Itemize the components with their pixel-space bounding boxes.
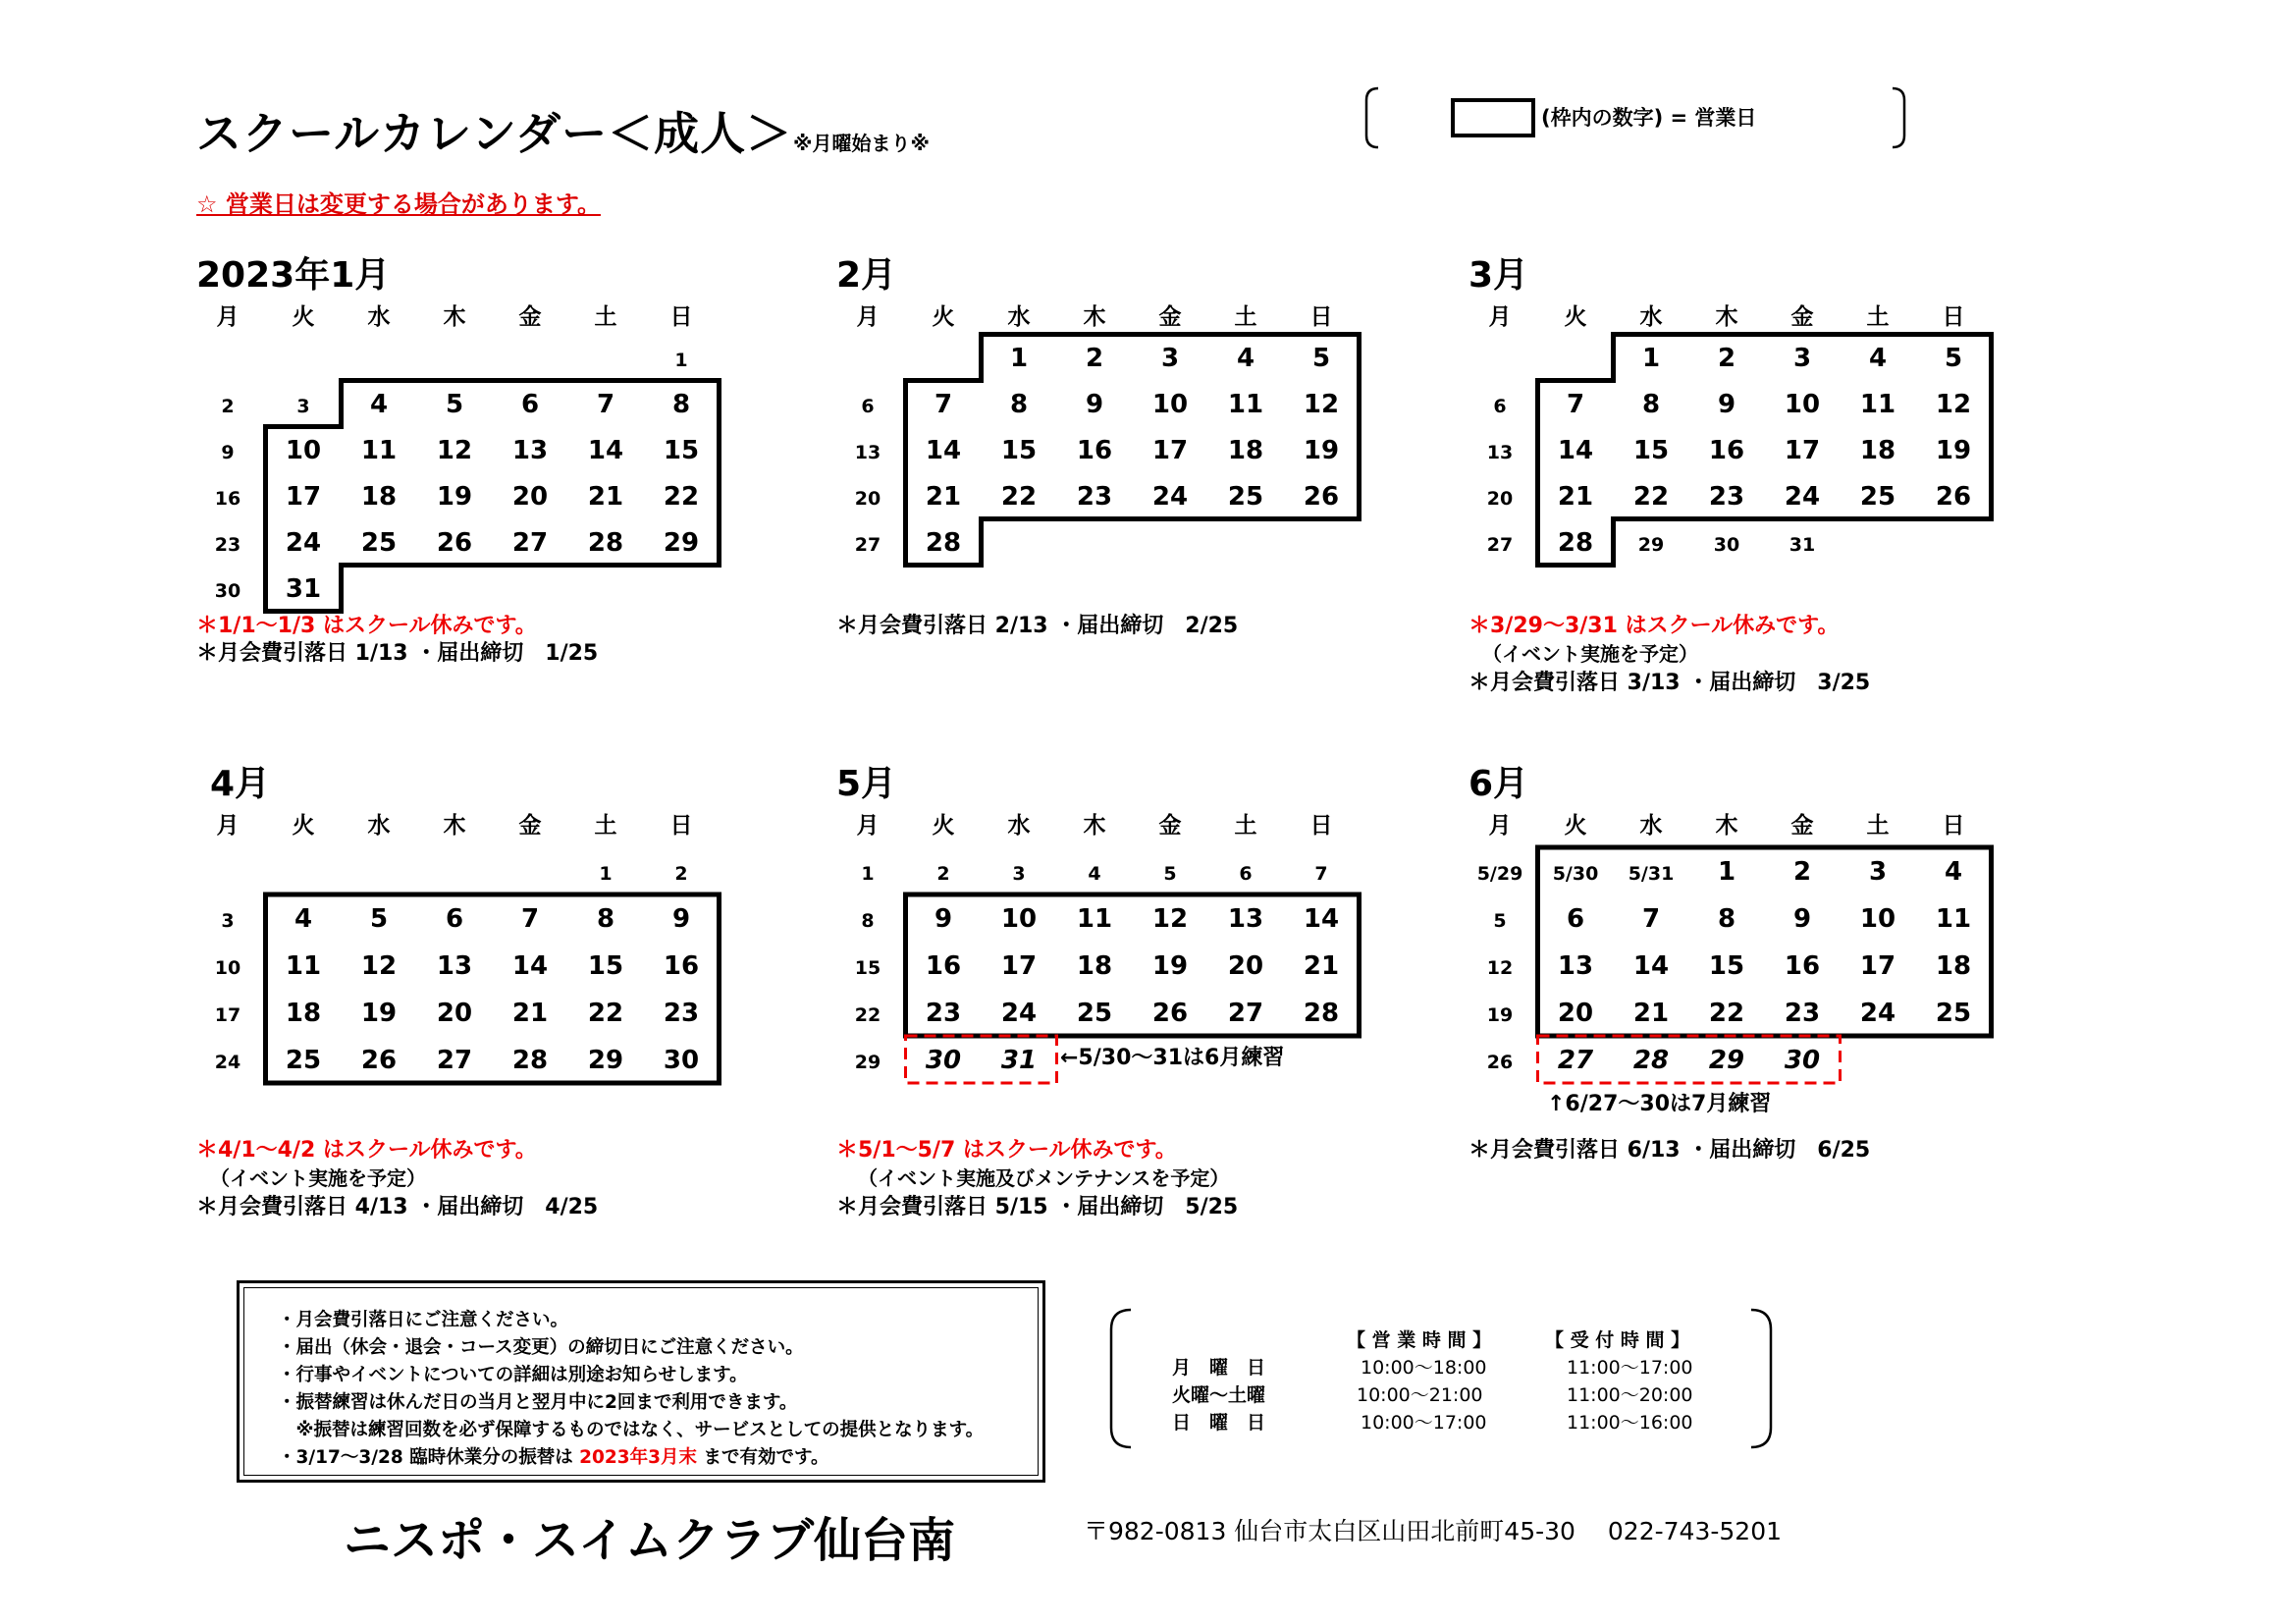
day-business: 26 (436, 528, 473, 558)
fee-note: ＊月会費引落日 3/13 ・届出締切 3/25 (1468, 671, 1871, 695)
weekday-label: 水 (367, 813, 391, 839)
hours-reception: 11:00～20:00 (1567, 1384, 1693, 1406)
day-business: 18 (1859, 436, 1896, 465)
weekday-label: 土 (594, 304, 617, 330)
day-business: 23 (663, 999, 700, 1028)
business-days-outline (1538, 335, 1992, 566)
hours-open: 10:00～21:00 (1357, 1384, 1483, 1406)
weekday-label: 木 (1715, 304, 1738, 330)
day-number: 10 (214, 957, 241, 979)
day-business: 19 (360, 999, 398, 1028)
weekday-label: 火 (932, 304, 955, 330)
month-april (196, 756, 726, 1219)
day-number: 22 (854, 1004, 881, 1026)
day-business: 17 (1784, 436, 1821, 465)
day-number: 3 (296, 396, 310, 417)
practice-note: ↑6/27～30は7月練習 (1547, 1092, 1772, 1116)
day-number: 23 (214, 534, 241, 556)
weekday-label: 火 (1564, 813, 1587, 839)
weekday-label: 金 (1790, 813, 1814, 839)
month-title: 2023年1月 (196, 255, 391, 296)
day-business: 19 (1935, 436, 1972, 465)
day-business: 6 (520, 390, 540, 419)
day-number: 17 (214, 1004, 241, 1026)
weekday-label: 木 (443, 813, 466, 839)
day-business: 21 (925, 482, 962, 512)
day-next-month-practice: 31 (1000, 1046, 1038, 1075)
day-business: 14 (1557, 436, 1594, 465)
event-note: （イベント実施を予定） (1482, 642, 1698, 666)
day-next-month-practice: 30 (1784, 1046, 1821, 1075)
weekday-label: 金 (518, 304, 542, 330)
day-number: 15 (854, 957, 881, 979)
month-title: 4月 (210, 764, 271, 804)
day-business: 21 (1632, 999, 1670, 1028)
fee-note: ＊月会費引落日 1/13 ・届出締切 1/25 (196, 641, 599, 666)
weekday-label: 金 (1158, 813, 1182, 839)
day-business: 12 (1303, 390, 1340, 419)
day-business: 8 (1009, 390, 1029, 419)
day-business: 18 (1076, 951, 1113, 981)
day-business: 25 (1227, 482, 1264, 512)
day-business: 12 (436, 436, 473, 465)
day-business: 9 (1717, 390, 1736, 419)
day-business: 13 (436, 951, 473, 981)
weekday-label: 日 (669, 813, 693, 839)
business-days-outline (266, 381, 720, 612)
day-business: 22 (587, 999, 624, 1028)
day-business: 21 (1303, 951, 1340, 981)
day-business: 23 (1076, 482, 1113, 512)
day-business: 25 (360, 528, 398, 558)
day-business: 28 (511, 1046, 549, 1075)
day-number: 5 (1163, 863, 1177, 885)
day-number: 6 (1239, 863, 1253, 885)
hours-day: 日 曜 日 (1172, 1412, 1266, 1434)
day-number: 2 (936, 863, 950, 885)
day-number: 16 (214, 488, 241, 510)
day-business: 25 (1935, 999, 1972, 1028)
day-business: 20 (1227, 951, 1264, 981)
day-business: 10 (1784, 390, 1821, 419)
hours-open: 10:00～17:00 (1361, 1412, 1487, 1434)
day-business: 21 (587, 482, 624, 512)
day-business: 18 (1935, 951, 1972, 981)
day-number: 1 (861, 863, 875, 885)
day-business: 25 (285, 1046, 322, 1075)
weekday-label: 水 (1639, 813, 1663, 839)
day-business: 9 (934, 904, 953, 934)
day-number: 20 (1486, 488, 1514, 510)
hours-day: 火曜～土曜 (1172, 1384, 1266, 1406)
day-business: 7 (1641, 904, 1661, 934)
day-business: 5 (1944, 344, 1963, 373)
day-number: 6 (1493, 396, 1507, 417)
day-business: 10 (1151, 390, 1189, 419)
day-prev-month: 5/30 (1552, 863, 1599, 885)
weekday-label: 土 (1234, 304, 1257, 330)
info-deadline: 2023年3月末 (579, 1447, 698, 1468)
hours-reception: 11:00～16:00 (1567, 1412, 1693, 1434)
weekday-label: 月 (856, 813, 880, 839)
notice-text: ☆ 営業日は変更する場合があります。 (196, 190, 601, 218)
day-number: 29 (1637, 534, 1665, 556)
weekday-label: 水 (367, 304, 391, 330)
month-june (1468, 756, 1999, 1188)
day-business: 19 (436, 482, 473, 512)
weekday-label: 木 (1083, 813, 1106, 839)
day-business: 24 (1000, 999, 1038, 1028)
weekday-label: 土 (1866, 304, 1890, 330)
day-business: 5 (1311, 344, 1331, 373)
fee-note: ＊月会費引落日 6/13 ・届出締切 6/25 (1468, 1138, 1871, 1163)
day-business: 22 (1632, 482, 1670, 512)
day-number: 27 (854, 534, 881, 556)
club-name: ニスポ・スイムクラブ仙台南 (344, 1513, 956, 1568)
day-business: 13 (1227, 904, 1264, 934)
day-business: 12 (360, 951, 398, 981)
day-business: 20 (436, 999, 473, 1028)
day-business: 20 (1557, 999, 1594, 1028)
day-number: 20 (854, 488, 881, 510)
day-business: 17 (1000, 951, 1038, 981)
business-days-outline (1538, 847, 1992, 1036)
day-business: 10 (1859, 904, 1896, 934)
month-february (836, 247, 1366, 679)
day-number: 31 (1789, 534, 1816, 556)
day-business: 23 (925, 999, 962, 1028)
day-business: 11 (1859, 390, 1896, 419)
fee-note: ＊月会費引落日 2/13 ・届出締切 2/25 (836, 614, 1239, 638)
day-business: 4 (1236, 344, 1255, 373)
month-january (196, 247, 726, 679)
day-business: 17 (285, 482, 322, 512)
day-business: 21 (1557, 482, 1594, 512)
day-business: 4 (1944, 857, 1963, 887)
weekday-label: 水 (1007, 304, 1031, 330)
day-business: 5 (369, 904, 389, 934)
month-title: 2月 (836, 255, 897, 296)
weekday-label: 日 (669, 304, 693, 330)
day-business: 22 (663, 482, 700, 512)
day-business: 6 (445, 904, 464, 934)
day-business: 26 (360, 1046, 398, 1075)
weekday-label: 日 (1942, 304, 1965, 330)
weekday-label: 日 (1309, 813, 1333, 839)
info-line: ・振替練習は休んだ日の当月と翌月中に2回まで利用できます。 (278, 1392, 798, 1413)
day-number: 26 (1486, 1052, 1514, 1073)
day-business: 9 (1792, 904, 1812, 934)
hours-header-reception: 【 受 付 時 間 】 (1545, 1329, 1690, 1351)
info-last-pre: ・3/17～3/28 臨時休業分の振替は (278, 1447, 580, 1468)
day-business: 26 (1303, 482, 1340, 512)
day-number: 13 (854, 442, 881, 463)
weekday-label: 火 (932, 813, 955, 839)
day-business: 11 (360, 436, 398, 465)
day-business: 14 (1303, 904, 1340, 934)
title-note: ※月曜始まり※ (793, 132, 930, 155)
day-business: 14 (511, 951, 549, 981)
day-business: 10 (1000, 904, 1038, 934)
club-address: 〒982-0813 仙台市太白区山田北前町45-30 022-743-5201 (1084, 1517, 1782, 1545)
info-last-post: まで有効です。 (697, 1447, 829, 1468)
day-number: 9 (221, 442, 235, 463)
weekday-label: 木 (443, 304, 466, 330)
day-business: 24 (1151, 482, 1189, 512)
day-business: 17 (1859, 951, 1896, 981)
weekday-label: 日 (1942, 813, 1965, 839)
day-business: 2 (1085, 344, 1104, 373)
fee-note: ＊月会費引落日 4/13 ・届出締切 4/25 (196, 1195, 599, 1219)
weekday-label: 火 (292, 813, 315, 839)
day-business: 16 (663, 951, 700, 981)
day-business: 1 (1009, 344, 1029, 373)
day-business: 4 (369, 390, 389, 419)
weekday-label: 木 (1715, 813, 1738, 839)
day-business: 16 (925, 951, 962, 981)
day-number: 3 (1012, 863, 1026, 885)
day-business: 25 (1859, 482, 1896, 512)
page-title: スクールカレンダー＜成人＞ (196, 107, 793, 160)
hours-day: 月 曜 日 (1172, 1357, 1266, 1379)
calendar-grid (1468, 247, 1999, 621)
day-business: 25 (1076, 999, 1113, 1028)
month-march (1468, 247, 1999, 695)
day-number: 29 (854, 1052, 881, 1073)
info-line: ・届出（休会・退会・コース変更）の締切日にご注意ください。 (278, 1337, 804, 1358)
day-business: 7 (596, 390, 615, 419)
hours-open: 10:00～18:00 (1361, 1357, 1487, 1379)
day-business: 17 (1151, 436, 1189, 465)
day-business: 12 (1151, 904, 1189, 934)
day-business: 10 (285, 436, 322, 465)
day-business: 24 (285, 528, 322, 558)
day-number: 1 (599, 863, 613, 885)
day-business: 4 (294, 904, 313, 934)
day-business: 14 (1632, 951, 1670, 981)
month-may (836, 756, 1366, 1219)
hours-panel (1107, 1306, 1775, 1451)
day-business: 11 (1076, 904, 1113, 934)
weekday-label: 月 (1488, 813, 1512, 839)
day-business: 7 (934, 390, 953, 419)
practice-note: ←5/30～31は6月練習 (1060, 1046, 1285, 1070)
day-business: 28 (1557, 528, 1594, 558)
day-business: 28 (925, 528, 962, 558)
legend-business-day-box (1451, 98, 1535, 137)
fee-note: ＊月会費引落日 5/15 ・届出締切 5/25 (836, 1195, 1239, 1219)
day-business: 28 (1303, 999, 1340, 1028)
day-business: 4 (1868, 344, 1888, 373)
day-business: 15 (1632, 436, 1670, 465)
hours-header-open: 【 営 業 時 間 】 (1347, 1329, 1492, 1351)
day-number: 5 (1493, 910, 1507, 932)
month-title: 3月 (1468, 255, 1529, 296)
day-business: 19 (1151, 951, 1189, 981)
day-business: 16 (1784, 951, 1821, 981)
day-number: 6 (861, 396, 875, 417)
closure-note: ＊5/1～5/7 はスクール休みです。 (836, 1138, 1177, 1163)
day-number: 12 (1486, 957, 1514, 979)
day-business: 11 (285, 951, 322, 981)
day-business: 16 (1708, 436, 1745, 465)
day-business: 8 (671, 390, 691, 419)
day-business: 15 (1708, 951, 1745, 981)
business-days-outline (906, 335, 1360, 566)
day-number: 1 (674, 350, 688, 371)
day-business: 6 (1566, 904, 1585, 934)
day-business: 3 (1160, 344, 1180, 373)
closure-note: ＊3/29～3/31 はスクール休みです。 (1468, 614, 1840, 638)
day-business: 29 (663, 528, 700, 558)
day-business: 12 (1935, 390, 1972, 419)
day-business: 13 (1557, 951, 1594, 981)
weekday-label: 月 (856, 304, 880, 330)
day-business: 5 (445, 390, 464, 419)
calendar-grid (196, 756, 726, 1129)
day-business: 14 (587, 436, 624, 465)
day-business: 8 (596, 904, 615, 934)
day-number: 30 (214, 580, 241, 602)
day-business: 18 (285, 999, 322, 1028)
day-next-month-practice: 27 (1557, 1046, 1594, 1075)
day-business: 21 (511, 999, 549, 1028)
business-days-outline (906, 894, 1360, 1036)
info-box-inner (243, 1287, 1039, 1476)
day-business: 3 (1868, 857, 1888, 887)
day-business: 15 (663, 436, 700, 465)
day-business: 30 (663, 1046, 700, 1075)
calendar-grid (1468, 756, 1999, 1129)
info-line: ・行事やイベントについての詳細は別途お知らせします。 (278, 1365, 748, 1385)
day-next-month-practice: 28 (1632, 1046, 1670, 1075)
day-number: 2 (221, 396, 235, 417)
day-business: 23 (1784, 999, 1821, 1028)
closure-note: ＊1/1～1/3 はスクール休みです。 (196, 614, 537, 638)
day-number: 27 (1486, 534, 1514, 556)
day-business: 1 (1641, 344, 1661, 373)
weekday-label: 日 (1309, 304, 1333, 330)
event-note: （イベント実施及びメンテナンスを予定） (858, 1166, 1230, 1190)
day-business: 3 (1792, 344, 1812, 373)
day-business: 8 (1641, 390, 1661, 419)
day-business: 20 (511, 482, 549, 512)
weekday-label: 水 (1639, 304, 1663, 330)
day-number: 2 (674, 863, 688, 885)
day-business: 28 (587, 528, 624, 558)
day-next-month-practice: 29 (1708, 1046, 1745, 1075)
day-number: 24 (214, 1052, 241, 1073)
weekday-label: 火 (1564, 304, 1587, 330)
hours-reception: 11:00～17:00 (1567, 1357, 1693, 1379)
day-business: 19 (1303, 436, 1340, 465)
day-business: 1 (1717, 857, 1736, 887)
event-note: （イベント実施を予定） (210, 1166, 426, 1190)
weekday-label: 月 (1488, 304, 1512, 330)
day-business: 27 (436, 1046, 473, 1075)
day-business: 14 (925, 436, 962, 465)
day-business: 29 (587, 1046, 624, 1075)
day-business: 8 (1717, 904, 1736, 934)
weekday-label: 月 (216, 813, 240, 839)
month-title: 5月 (836, 764, 897, 804)
day-business: 9 (1085, 390, 1104, 419)
day-prev-month: 5/29 (1476, 863, 1523, 885)
business-days-outline (266, 894, 720, 1083)
weekday-label: 土 (1866, 813, 1890, 839)
weekday-label: 水 (1007, 813, 1031, 839)
day-business: 9 (671, 904, 691, 934)
day-business: 13 (511, 436, 549, 465)
day-business: 16 (1076, 436, 1113, 465)
day-business: 7 (520, 904, 540, 934)
day-next-month-practice: 30 (925, 1046, 962, 1075)
day-business: 24 (1859, 999, 1896, 1028)
weekday-label: 金 (1790, 304, 1814, 330)
day-business: 11 (1227, 390, 1264, 419)
calendar-grid (836, 247, 1366, 621)
weekday-label: 金 (518, 813, 542, 839)
day-business: 23 (1708, 482, 1745, 512)
day-business: 2 (1792, 857, 1812, 887)
day-number: 7 (1314, 863, 1328, 885)
day-number: 8 (861, 910, 875, 932)
weekday-label: 金 (1158, 304, 1182, 330)
weekday-label: 火 (292, 304, 315, 330)
day-prev-month: 5/31 (1628, 863, 1675, 885)
day-business: 22 (1708, 999, 1745, 1028)
day-business: 7 (1566, 390, 1585, 419)
day-business: 15 (1000, 436, 1038, 465)
weekday-label: 土 (594, 813, 617, 839)
weekday-label: 土 (1234, 813, 1257, 839)
day-business: 15 (587, 951, 624, 981)
day-business: 26 (1151, 999, 1189, 1028)
calendar-grid (836, 756, 1366, 1129)
weekday-label: 木 (1083, 304, 1106, 330)
day-number: 30 (1713, 534, 1740, 556)
day-business: 31 (285, 574, 322, 604)
day-business: 26 (1935, 482, 1972, 512)
day-business: 11 (1935, 904, 1972, 934)
legend-text: (枠内の数字) = 営業日 (1541, 106, 1757, 130)
info-line: ※振替は練習回数を必ず保障するものではなく、サービスとしての提供となります。 (278, 1420, 985, 1440)
calendar-grid (196, 247, 726, 621)
month-title: 6月 (1468, 764, 1529, 804)
day-business: 22 (1000, 482, 1038, 512)
weekday-label: 月 (216, 304, 240, 330)
day-number: 4 (1088, 863, 1101, 885)
day-business: 27 (1227, 999, 1264, 1028)
day-business: 24 (1784, 482, 1821, 512)
day-number: 19 (1486, 1004, 1514, 1026)
info-box (237, 1280, 1045, 1483)
info-line: ・月会費引落日にご注意ください。 (278, 1310, 569, 1330)
day-number: 3 (221, 910, 235, 932)
day-business: 2 (1717, 344, 1736, 373)
day-number: 13 (1486, 442, 1514, 463)
info-line-last (278, 1443, 828, 1469)
day-business: 18 (1227, 436, 1264, 465)
day-business: 27 (511, 528, 549, 558)
day-business: 18 (360, 482, 398, 512)
closure-note: ＊4/1～4/2 はスクール休みです。 (196, 1138, 537, 1163)
